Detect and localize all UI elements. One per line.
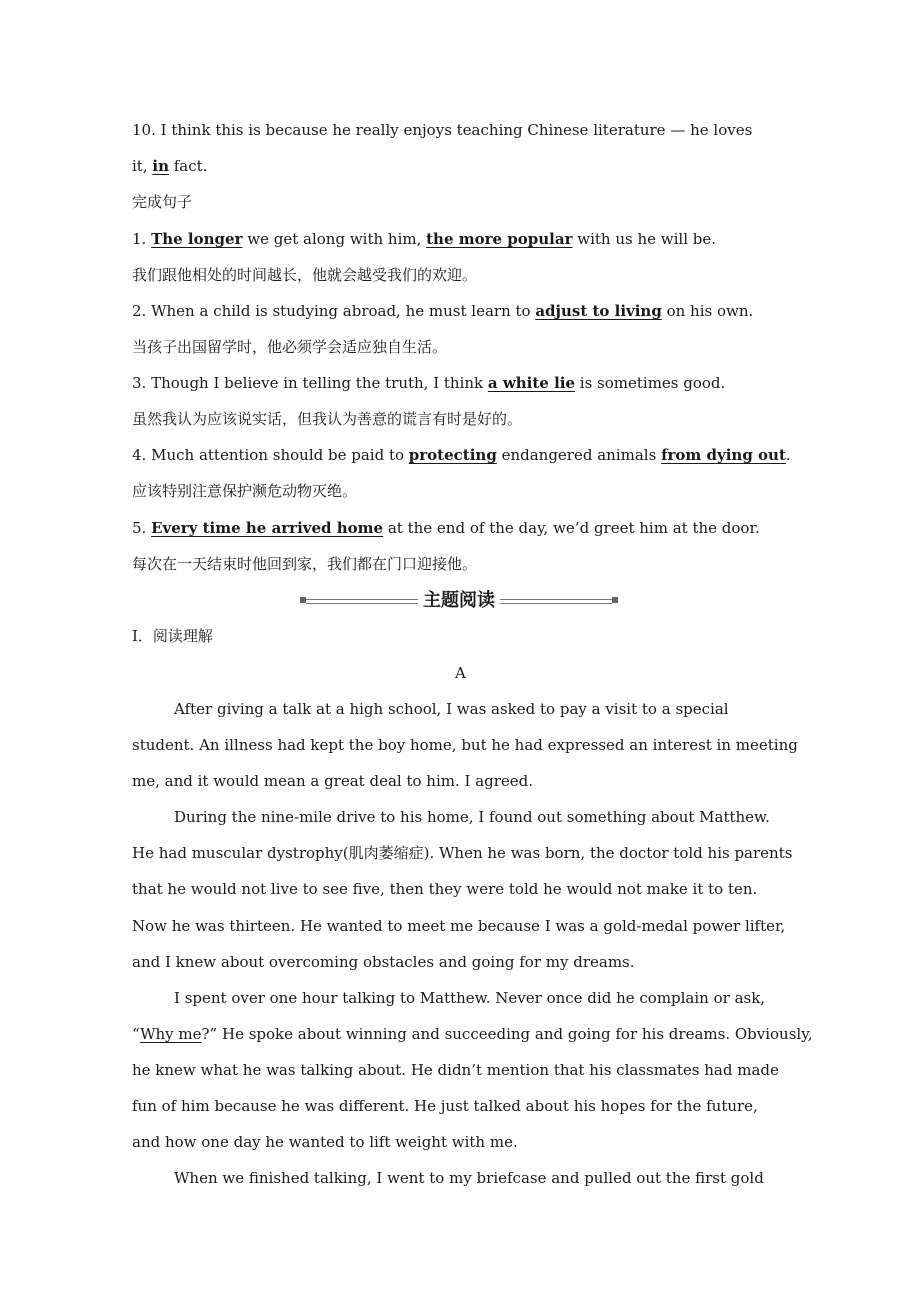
passage-p3-line: he knew what he was talking about. He didn’t mention that his classmates had made [132, 1061, 779, 1079]
sentence-4-translation: 应该特别注意保护濒危动物灭绝。 [132, 482, 358, 500]
passage-p1-line: After giving a talk at a high school, I was asked to pay a visit to a special [174, 700, 729, 718]
passage-p2-line: He had muscular dystrophy(肌肉萎缩症). When he was born, the doctor told his parents [132, 844, 793, 862]
passage-p4-line: When we finished talking, I went to my briefcase and pulled out the first gold [174, 1169, 764, 1187]
sentence-5 [132, 518, 760, 538]
open-quote: “ [132, 1025, 141, 1043]
sentence-5-answer-1: Every time he arrived home [151, 519, 384, 537]
theme-header [300, 589, 618, 613]
passage-p3-line: and how one day he wanted to lift weight with me. [132, 1133, 518, 1151]
sentence-4 [132, 445, 791, 465]
sentence-4-text-2: . [785, 446, 791, 464]
item10-line2 [132, 156, 207, 176]
sentence-3-answer-1: a white lie [487, 374, 576, 392]
sentence-2-text-0: When a child is studying abroad, he must learn to [151, 302, 536, 320]
sentence-3-num: 3. [132, 374, 152, 392]
passage-p3-line2-rest: ?” He spoke about winning and succeeding and going for his dreams. Obviously, [201, 1025, 813, 1043]
sentence-1-text-2: with us he will be. [572, 230, 717, 248]
item10-line1: 10. I think this is because he really enjoys teaching Chinese literature — he loves [132, 121, 753, 139]
sentence-1 [132, 229, 716, 249]
sentence-1-text-1: we get along with him, [242, 230, 427, 248]
sentence-2-answer-1: adjust to living [535, 302, 662, 320]
sentence-3-translation: 虽然我认为应该说实话，但我认为善意的谎言有时是好的。 [132, 410, 523, 428]
passage-p1-line: student. An illness had kept the boy home, but he had expressed an interest in meeting [132, 736, 798, 754]
sentence-2 [132, 301, 753, 321]
header-right-rule [500, 599, 612, 604]
passage-p2-line: Now he was thirteen. He wanted to meet me because I was a gold-medal power lifter, [132, 917, 786, 935]
sentence-4-answer-1: protecting [408, 446, 497, 464]
passage-p2-line: that he would not live to see five, then they were told he would not make it to ten. [132, 880, 758, 898]
passage-p3-line: I spent over one hour talking to Matthew. Never once did he complain or ask, [174, 989, 766, 1007]
sentence-4-num: 4. [132, 446, 152, 464]
sentence-1-answer-1: The longer [151, 230, 243, 248]
theme-title: 主题阅读 [423, 590, 495, 611]
sentence-4-text-0: Much attention should be paid to [151, 446, 409, 464]
sentence-1-num: 1. [132, 230, 152, 248]
sentence-3-text-0: Though I believe in telling the truth, I think [151, 374, 488, 392]
sentence-1-answer-2: the more popular [426, 230, 573, 248]
item10-post: fact. [168, 157, 208, 175]
reading-heading: Ⅰ．阅读理解 [132, 627, 213, 645]
sentence-4-answer-2: from dying out [661, 446, 786, 464]
sentence-5-num: 5. [132, 519, 152, 537]
item10-answer: in [152, 157, 169, 175]
sentence-2-text-1: on his own. [661, 302, 754, 320]
passage-label: A [455, 664, 466, 682]
item10-pre: it, [132, 157, 153, 175]
passage-p3-line: fun of him because he was different. He just talked about his hopes for the future, [132, 1097, 758, 1115]
passage-p2-line: During the nine-mile drive to his home, I found out something about Matthew. [174, 808, 770, 826]
why-me-phrase: Why me [140, 1025, 202, 1043]
sentence-2-translation: 当孩子出国留学时，他必须学会适应独自生活。 [132, 338, 448, 356]
header-right-dot [612, 597, 618, 603]
passage-p2-line: and I knew about overcoming obstacles and going for my dreams. [132, 953, 635, 971]
sentence-5-translation: 每次在一天结束时他回到家，我们都在门口迎接他。 [132, 555, 478, 573]
sentence-5-text-1: at the end of the day, we’d greet him at the door. [383, 519, 760, 537]
sentence-3 [132, 373, 725, 393]
sentence-1-translation: 我们跟他相处的时间越长，他就会越受我们的欢迎。 [132, 266, 478, 284]
passage-p1-line: me, and it would mean a great deal to him. I agreed. [132, 772, 534, 790]
section-complete-heading: 完成句子 [132, 193, 193, 211]
sentence-4-text-1: endangered animals [496, 446, 662, 464]
sentence-3-text-1: is sometimes good. [575, 374, 726, 392]
passage-p3-line [132, 1024, 812, 1044]
sentence-2-num: 2. [132, 302, 152, 320]
